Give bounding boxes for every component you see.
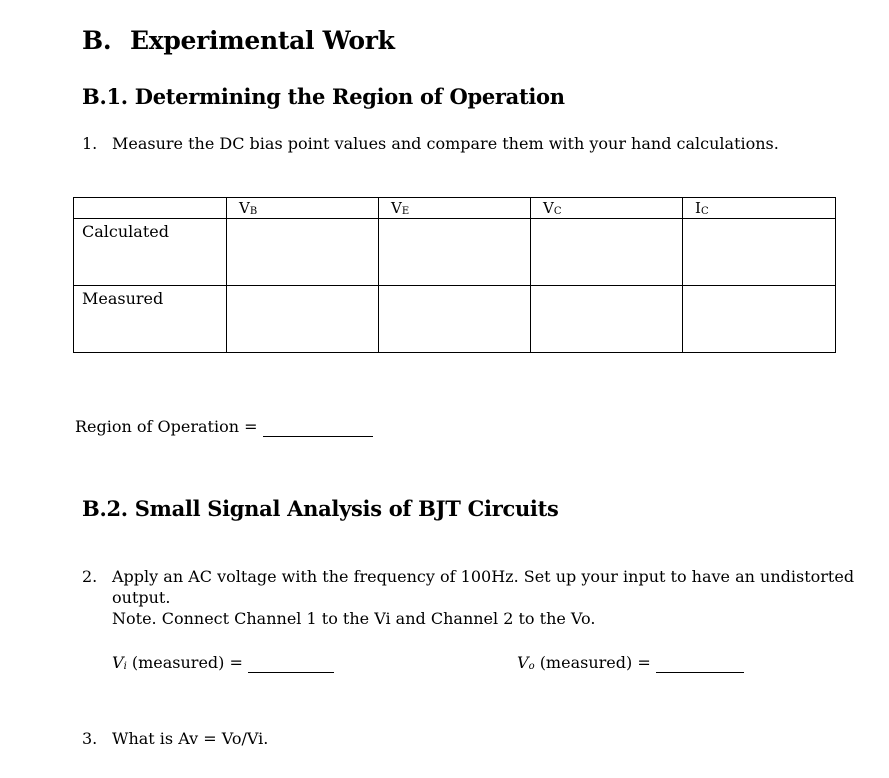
section-title: Experimental Work [130, 26, 395, 55]
table-header-vc: VC [531, 198, 683, 219]
bias-point-table [73, 197, 836, 353]
vi-blank[interactable] [248, 653, 334, 673]
subsection-1-title: B.1. Determining the Region of Operation [82, 84, 565, 109]
vo-subscript: o [528, 661, 535, 672]
item-2 [82, 567, 854, 586]
item-1 [82, 134, 779, 153]
item-1-number: 1. [82, 134, 98, 153]
row-label-measured: Measured [74, 286, 227, 353]
item-1-text: Measure the DC bias point values and compare them with your hand calculations. [112, 134, 779, 153]
cell-calculated-ic[interactable] [683, 219, 836, 286]
region-of-operation [75, 417, 373, 437]
vo-measured [517, 653, 744, 673]
table-header-ic: IC [683, 198, 836, 219]
cell-measured-vc[interactable] [531, 286, 683, 353]
region-label: Region of Operation = [75, 417, 258, 436]
item-3-number: 3. [82, 729, 98, 748]
cell-calculated-vb[interactable] [227, 219, 379, 286]
vi-symbol: V [112, 653, 124, 672]
region-blank[interactable] [263, 417, 373, 437]
item-3-text: What is Av = Vo/Vi. [112, 729, 269, 748]
row-label-calculated: Calculated [74, 219, 227, 286]
cell-measured-ic[interactable] [683, 286, 836, 353]
section-heading [82, 26, 395, 55]
vo-label: (measured) = [539, 653, 651, 672]
table-header-vb: VB [227, 198, 379, 219]
cell-calculated-ve[interactable] [379, 219, 531, 286]
item-2-line1: Apply an AC voltage with the frequency of 100Hz. Set up your input to have an undistorted [112, 567, 855, 586]
cell-measured-ve[interactable] [379, 286, 531, 353]
item-2-line2: output. [112, 588, 171, 607]
vo-blank[interactable] [656, 653, 744, 673]
table-row [74, 219, 836, 286]
vi-measured [112, 653, 334, 673]
vi-subscript: i [123, 661, 127, 672]
item-2-note: Note. Connect Channel 1 to the Vi and Channel 2 to the Vo. [112, 609, 596, 628]
table-row [74, 286, 836, 353]
item-2-number: 2. [82, 567, 98, 586]
cell-measured-vb[interactable] [227, 286, 379, 353]
vo-symbol: V [517, 653, 529, 672]
table-header-empty [74, 198, 227, 219]
cell-calculated-vc[interactable] [531, 219, 683, 286]
subsection-2-title: B.2. Small Signal Analysis of BJT Circuits [82, 496, 559, 521]
table-header-ve: VE [379, 198, 531, 219]
table-header-row [74, 198, 836, 219]
vi-label: (measured) = [131, 653, 243, 672]
section-number: B. [82, 26, 112, 55]
item-3 [82, 729, 268, 748]
